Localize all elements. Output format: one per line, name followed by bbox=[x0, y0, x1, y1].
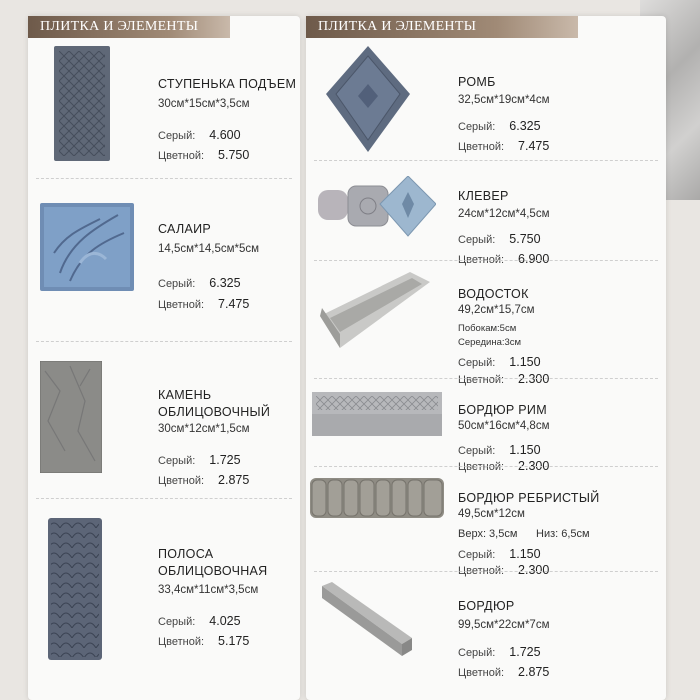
product-image-romb bbox=[326, 46, 410, 152]
price-color-value: 7.475 bbox=[518, 139, 550, 153]
price-gray-value: 5.750 bbox=[509, 232, 541, 246]
price-color bbox=[158, 297, 249, 311]
price-gray-label: Серый: bbox=[458, 121, 496, 133]
price-color-label: Цветной: bbox=[458, 374, 505, 386]
price-gray bbox=[458, 443, 541, 457]
product-note: Середина:3см bbox=[458, 337, 522, 348]
product-note: Верх: 3,5см bbox=[458, 528, 518, 540]
price-color-label: Цветной: bbox=[158, 636, 205, 648]
product-dims: 30см*15см*3,5см bbox=[158, 98, 250, 110]
product-dims: 49,5см*12см bbox=[458, 508, 525, 520]
price-gray-label: Серый: bbox=[458, 234, 496, 246]
divider bbox=[314, 260, 658, 261]
product-bordur bbox=[306, 578, 666, 678]
price-gray-label: Серый: bbox=[458, 647, 496, 659]
price-gray-value: 1.150 bbox=[509, 443, 541, 457]
product-klever bbox=[306, 166, 666, 266]
product-title: БОРДЮР bbox=[458, 599, 515, 613]
product-dims: 49,2см*15,7см bbox=[458, 304, 535, 316]
price-color-value: 2.875 bbox=[518, 665, 550, 679]
price-color-label: Цветной: bbox=[158, 150, 205, 162]
product-image-klever bbox=[316, 176, 436, 242]
price-color-label: Цветной: bbox=[158, 475, 205, 487]
product-title-line2: ОБЛИЦОВОЧНЫЙ bbox=[158, 405, 271, 419]
divider bbox=[36, 498, 292, 499]
price-color bbox=[458, 665, 549, 679]
product-title: СТУПЕНЬКА ПОДЪЕМ bbox=[158, 77, 297, 91]
product-image-bordur bbox=[322, 582, 412, 656]
price-color-value: 2.875 bbox=[218, 473, 250, 487]
product-title bbox=[158, 387, 270, 421]
product-image-vodostok bbox=[320, 272, 430, 348]
product-dims: 99,5см*22см*7см bbox=[458, 619, 550, 631]
divider bbox=[314, 378, 658, 379]
product-dims: 24см*12см*4,5см bbox=[458, 208, 550, 220]
product-facing-strip bbox=[28, 516, 300, 686]
price-gray-label: Серый: bbox=[158, 278, 196, 290]
product-title-line2: ОБЛИЦОВОЧНАЯ bbox=[158, 564, 268, 578]
product-title: БОРДЮР РИМ bbox=[458, 403, 547, 417]
divider bbox=[314, 466, 658, 467]
product-title-line1: ПОЛОСА bbox=[158, 547, 214, 561]
divider bbox=[314, 160, 658, 161]
product-title-line1: КАМЕНЬ bbox=[158, 388, 212, 402]
price-gray bbox=[458, 547, 541, 561]
price-color-value: 5.750 bbox=[218, 148, 250, 162]
product-dims: 30см*12см*1,5см bbox=[158, 423, 250, 435]
product-image-bordur-rim bbox=[312, 392, 442, 436]
price-gray-value: 1.725 bbox=[209, 453, 241, 467]
product-image-step-lift bbox=[54, 46, 110, 161]
price-gray-label: Серый: bbox=[458, 357, 496, 369]
divider bbox=[36, 341, 292, 342]
price-gray bbox=[158, 614, 241, 628]
price-color-value: 2.300 bbox=[518, 372, 550, 386]
price-color bbox=[158, 148, 249, 162]
product-image-bordur-ribbed bbox=[310, 478, 444, 518]
left-panel-header: ПЛИТКА И ЭЛЕМЕНТЫ bbox=[28, 16, 230, 38]
product-dims: 33,4см*11см*3,5см bbox=[158, 584, 259, 596]
price-color bbox=[458, 139, 549, 153]
product-bordur-rim bbox=[306, 384, 666, 473]
left-catalog-panel bbox=[28, 16, 300, 700]
product-title: ВОДОСТОК bbox=[458, 287, 529, 301]
price-color-value: 2.300 bbox=[518, 459, 550, 473]
price-color-label: Цветной: bbox=[458, 667, 505, 679]
product-romb bbox=[306, 44, 666, 169]
price-gray-value: 6.325 bbox=[209, 276, 241, 290]
price-gray-value: 6.325 bbox=[509, 119, 541, 133]
product-facing-stone bbox=[28, 361, 300, 521]
product-title: САЛАИР bbox=[158, 222, 212, 236]
product-title: РОМБ bbox=[458, 75, 496, 89]
price-gray bbox=[458, 232, 541, 246]
price-color-label: Цветной: bbox=[458, 254, 505, 266]
price-gray bbox=[158, 128, 241, 142]
product-title bbox=[158, 546, 268, 580]
product-dims: 32,5см*19см*4см bbox=[458, 94, 550, 106]
right-catalog-panel bbox=[306, 16, 666, 700]
price-gray bbox=[458, 119, 541, 133]
price-color bbox=[158, 634, 249, 648]
product-dims: 14,5см*14,5см*5см bbox=[158, 243, 260, 255]
price-gray bbox=[158, 453, 241, 467]
product-image-facing-stone bbox=[40, 361, 102, 473]
product-note: Низ: 6,5см bbox=[536, 528, 590, 540]
price-color-label: Цветной: bbox=[458, 141, 505, 153]
product-note: Побокам:5см bbox=[458, 323, 517, 334]
product-vodostok bbox=[306, 266, 666, 386]
price-gray bbox=[158, 276, 241, 290]
price-color-value: 7.475 bbox=[218, 297, 250, 311]
price-color bbox=[458, 563, 549, 577]
price-gray-label: Серый: bbox=[158, 616, 196, 628]
price-gray-label: Серый: bbox=[158, 130, 196, 142]
price-color bbox=[158, 473, 249, 487]
price-color-value: 5.175 bbox=[218, 634, 250, 648]
divider bbox=[314, 571, 658, 572]
product-salair bbox=[28, 201, 300, 351]
product-title: КЛЕВЕР bbox=[458, 189, 509, 203]
price-gray-label: Серый: bbox=[158, 455, 196, 467]
price-gray-label: Серый: bbox=[458, 445, 496, 457]
price-gray bbox=[458, 355, 541, 369]
product-image-salair bbox=[40, 203, 134, 291]
product-image-facing-strip bbox=[48, 518, 102, 660]
price-gray bbox=[458, 645, 541, 659]
right-panel-header: ПЛИТКА И ЭЛЕМЕНТЫ bbox=[306, 16, 578, 38]
price-color-value: 6.900 bbox=[518, 252, 550, 266]
price-gray-label: Серый: bbox=[458, 549, 496, 561]
price-color bbox=[458, 252, 549, 266]
product-step-lift bbox=[28, 44, 300, 194]
price-color-label: Цветной: bbox=[458, 565, 505, 577]
price-gray-value: 1.150 bbox=[509, 547, 541, 561]
divider bbox=[36, 178, 292, 179]
product-dims: 50см*16см*4,8см bbox=[458, 420, 550, 432]
product-title: БОРДЮР РЕБРИСТЫЙ bbox=[458, 491, 600, 505]
price-gray-value: 1.150 bbox=[509, 355, 541, 369]
price-gray-value: 4.025 bbox=[209, 614, 241, 628]
product-bordur-ribbed bbox=[306, 468, 666, 578]
price-color-label: Цветной: bbox=[458, 461, 505, 473]
price-gray-value: 4.600 bbox=[209, 128, 241, 142]
price-color-value: 2.300 bbox=[518, 563, 550, 577]
price-gray-value: 1.725 bbox=[509, 645, 541, 659]
price-color-label: Цветной: bbox=[158, 299, 205, 311]
